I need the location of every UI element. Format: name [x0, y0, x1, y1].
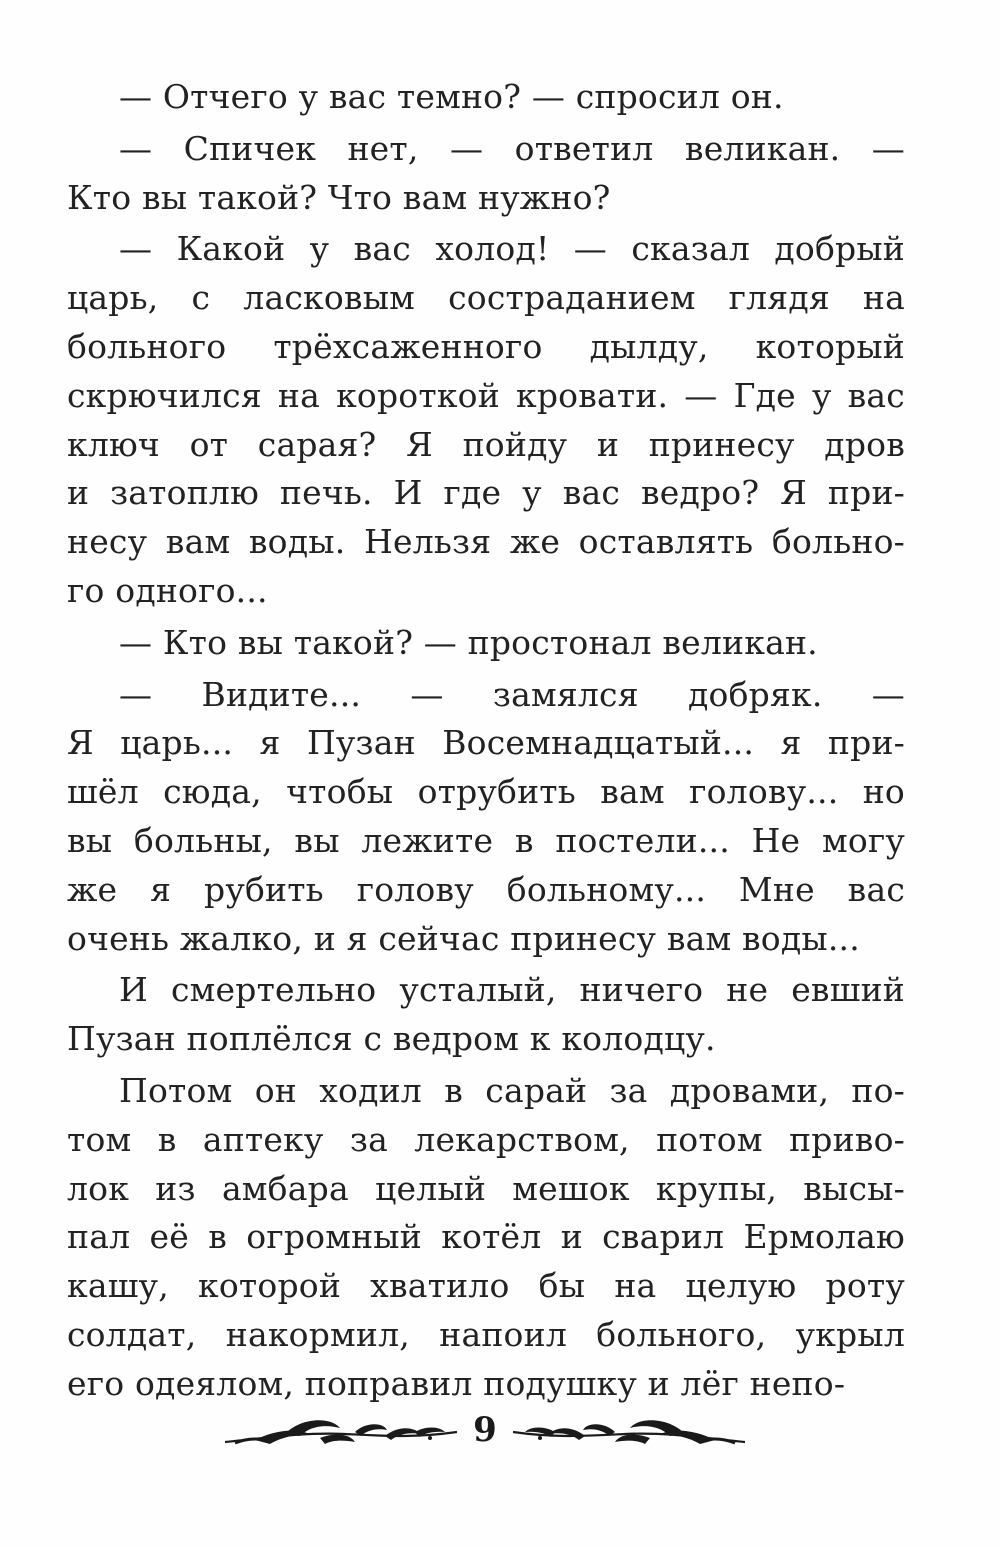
text-line: кашу, которой хватило бы на целую роту: [67, 1266, 905, 1306]
text-line: скрючился на короткой кровати. — Где у вас: [67, 375, 905, 415]
text-line: Потом он ходил в сарай за дровами, по-: [119, 1070, 905, 1110]
text-line: том в аптеку за лекарством, потом приво-: [67, 1119, 905, 1159]
page-footer: [0, 1398, 1000, 1478]
text-line: — Какой у вас холод! — сказал добрый: [119, 229, 905, 269]
text-line: И смертельно усталый, ничего не евший: [119, 970, 905, 1010]
text-line: пал её в огромный котёл и сварил Ермолаю: [67, 1217, 905, 1257]
text-line: лок из амбара целый мешок крупы, высы-: [67, 1168, 905, 1208]
text-line: Пузан поплёлся с ведром к колодцу.: [67, 1019, 716, 1059]
page-body-text: [67, 73, 905, 1409]
right-flourish-icon: [513, 1412, 745, 1452]
text-line: очень жалко, и я сейчас принесу вам воды...: [67, 918, 860, 958]
text-line: больного трёхсаженного дылду, который: [67, 326, 905, 366]
text-line: и затоплю печь. И где у вас ведро? Я при-: [67, 473, 905, 513]
text-line: Кто вы такой? Что вам нужно?: [67, 177, 611, 217]
text-line: ключ от сарая? Я пойду и принесу дров: [67, 424, 905, 464]
text-line: — Кто вы такой? — простонал великан.: [119, 622, 818, 662]
text-line: — Видите... — замялся добряк. —: [119, 674, 905, 714]
text-line: — Спичек нет, — ответил великан. —: [119, 128, 905, 168]
text-line: Я царь... я Пузан Восемнадцатый... я при-: [67, 723, 905, 763]
text-line: его одеялом, поправил подушку и лёг непо-: [67, 1363, 846, 1403]
page-number: 9: [473, 1410, 497, 1450]
text-line: царь, с ласковым состраданием глядя на: [67, 278, 905, 318]
text-line: солдат, накормил, напоил больного, укрыл: [67, 1314, 905, 1354]
text-line: несу вам воды. Нельзя же оставлять больно-: [67, 522, 905, 562]
text-line: го одного...: [67, 570, 268, 610]
text-line: шёл сюда, чтобы отрубить вам голову... но: [67, 772, 905, 812]
text-line: вы больны, вы лежите в постели... Не могу: [67, 820, 905, 860]
left-flourish-icon: [225, 1412, 457, 1452]
text-line: же я рубить голову больному... Мне вас: [67, 869, 905, 909]
text-line: — Отчего у вас темно? — спросил он.: [119, 77, 784, 116]
